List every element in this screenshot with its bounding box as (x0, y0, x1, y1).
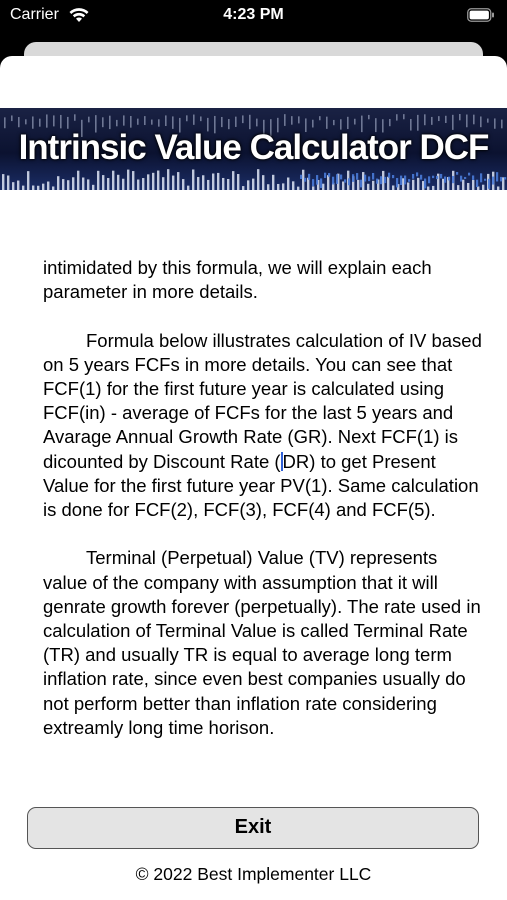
status-time: 4:23 PM (223, 6, 284, 23)
banner-title: Intrinsic Value Calculator DCF (18, 128, 489, 167)
paragraph-3: Terminal (Perpetual) Value (TV) represents value of the company with assumption that it will genrate growth forever (perpetually). The rate used in calculation of Terminal Value is called Terminal Rate (TR) and usually TR is equal to average long term inflation rate, since even best companies usually do not perform better than inflation rate considering extreamly long time horison. (43, 547, 481, 738)
exit-button[interactable]: Exit (27, 807, 479, 849)
paragraph-2-part-a: Formula below illustrates calculation of IV based on 5 years FCFs in more details. You can see that FCF(1) for the first future year is calculated using FCF(in) - average of FCFs for the last 5 years and Avarage Annual Growth Rate (GR). Next FCF(1) is dicounted by Discount Rate ( (43, 329, 482, 472)
paragraph-2-part-b: DR) to get Present Value for the first future year PV(1). Same calculation is done for FCF(2), FCF(3), FCF(4) and FCF(5). (43, 450, 479, 521)
status-bar (0, 0, 507, 32)
modal-sheet (0, 56, 507, 900)
description-text[interactable] (43, 256, 483, 784)
copyright-text: © 2022 Best Implementer LLC (135, 864, 372, 884)
app-banner (0, 108, 507, 190)
paragraph-2 (43, 329, 483, 523)
battery-icon (467, 8, 495, 22)
carrier-label: Carrier (10, 6, 59, 23)
paragraph-1: intimidated by this formula, we will explain each parameter in more details. (43, 257, 432, 303)
